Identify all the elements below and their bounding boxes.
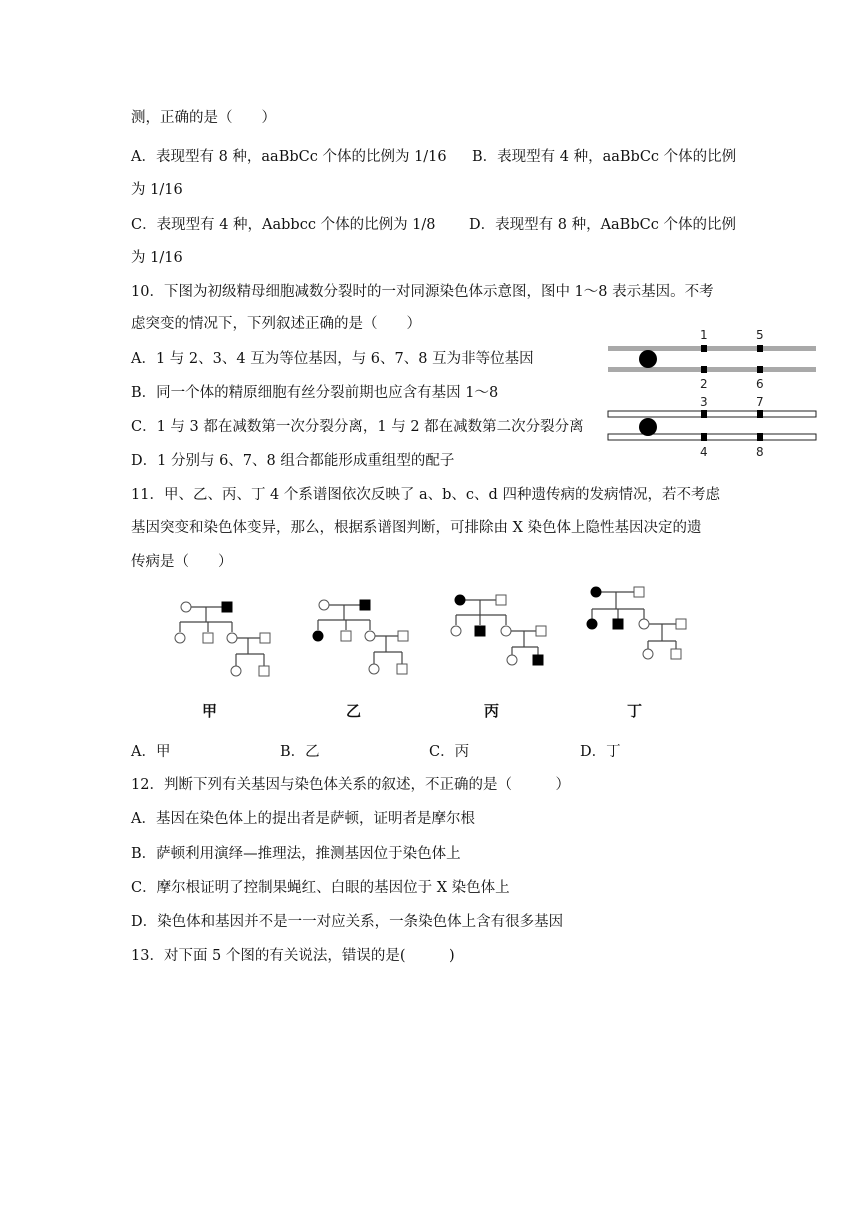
pedigree-yi-daughter-affected <box>313 631 323 641</box>
q9-option-d-cont: 为 1/16 <box>131 250 183 266</box>
pedigree-jia-son-in-law <box>260 633 270 643</box>
centromere-upper <box>639 350 657 368</box>
q11-option-b: B．乙 <box>280 744 320 760</box>
pedigree-jia <box>172 600 282 682</box>
pedigree-bing-father <box>496 595 506 605</box>
centromere-lower <box>639 418 657 436</box>
q10-stem-line2: 虑突变的情况下，下列叙述正确的是（ ） <box>131 316 421 332</box>
q12-option-b: B．萨顿利用演绎—推理法，推测基因位于染色体上 <box>131 846 461 862</box>
chromatid-gray-lower <box>608 367 816 372</box>
pedigree-ding-mother-affected <box>591 587 601 597</box>
pedigree-bing-daughter <box>451 626 461 636</box>
pedigree-yi-son-in-law <box>398 631 408 641</box>
q9-stem-tail: 测，正确的是（ ） <box>131 110 276 126</box>
q9-option-a: A．表现型有 8 种，aaBbCc 个体的比例为 1/16 <box>131 149 447 165</box>
pedigree-jia-father-affected <box>222 602 232 612</box>
pedigree-bing-mother-affected <box>455 595 465 605</box>
pedigree-label-jia: 甲 <box>202 702 218 720</box>
q10-option-c: C．1 与 3 都在减数第一次分裂分离，1 与 2 都在减数第二次分裂分离 <box>131 419 584 435</box>
gene-marker-2 <box>701 366 707 373</box>
pedigree-label-bing: 丙 <box>484 702 500 720</box>
pedigree-ding-grandson <box>671 649 681 659</box>
gene-label-2: 2 <box>700 377 708 391</box>
q12-option-a: A．基因在染色体上的提出者是萨顿，证明者是摩尔根 <box>131 811 475 827</box>
pedigree-jia-son <box>203 633 213 643</box>
pedigree-ding-father <box>634 587 644 597</box>
chromatid-white-lower <box>608 434 816 440</box>
pedigree-yi-son <box>341 631 351 641</box>
pedigree-bing-grandson-affected <box>533 655 543 665</box>
q9-option-c: C．表现型有 4 种，Aabbcc 个体的比例为 1/8 <box>131 217 436 233</box>
pedigree-jia-granddaughter <box>231 666 241 676</box>
q9-option-b: B．表现型有 4 种，aaBbCc 个体的比例 <box>472 149 737 165</box>
q10-option-b: B．同一个体的精原细胞有丝分裂前期也应含有基因 1～8 <box>131 385 499 401</box>
q10-stem-line1: 10．下图为初级精母细胞减数分裂时的一对同源染色体示意图，图中 1～8 表示基因。不考 <box>131 284 714 300</box>
pedigree-ding-daughter-affected <box>587 619 597 629</box>
pedigree-ding-daughter2 <box>639 619 649 629</box>
gene-label-5: 5 <box>756 328 764 342</box>
gene-marker-5 <box>757 345 763 352</box>
gene-marker-3 <box>701 410 707 418</box>
q12-stem: 12．判断下列有关基因与染色体关系的叙述，不正确的是（ ） <box>131 777 570 793</box>
pedigree-label-ding: 丁 <box>627 702 643 720</box>
gene-marker-4 <box>701 433 707 441</box>
q11-stem-line1: 11．甲、乙、丙、丁 4 个系谱图依次反映了 a、b、c、d 四种遗传病的发病情况，若不考虑 <box>131 487 720 503</box>
q9-option-d: D．表现型有 8 种，AaBbCc 个体的比例 <box>469 217 736 233</box>
q11-stem-line2: 基因突变和染色体变异，那么，根据系谱图判断，可排除由 X 染色体上隐性基因决定的遗 <box>131 520 702 536</box>
pedigree-ding-son-affected <box>613 619 623 629</box>
gene-label-3: 3 <box>700 395 708 409</box>
pedigree-yi-mother <box>319 600 329 610</box>
pedigree-yi-granddaughter <box>369 664 379 674</box>
pedigree-bing-son-in-law <box>536 626 546 636</box>
pedigree-jia-mother <box>181 602 191 612</box>
pedigree-yi-daughter2 <box>365 631 375 641</box>
pedigree-bing-granddaughter <box>507 655 517 665</box>
pedigree-bing-daughter2 <box>501 626 511 636</box>
chromatid-gray-upper <box>608 346 816 351</box>
gene-marker-8 <box>757 433 763 441</box>
pedigree-jia-daughter2 <box>227 633 237 643</box>
pedigree-bing-son-affected <box>475 626 485 636</box>
gene-label-4: 4 <box>700 445 708 459</box>
homologous-chromosome-diagram <box>600 322 822 462</box>
pedigree-ding-granddaughter <box>643 649 653 659</box>
pedigree-ding <box>586 585 696 667</box>
q11-option-c: C．丙 <box>429 744 470 760</box>
pedigree-jia-grandson <box>259 666 269 676</box>
q11-option-a: A．甲 <box>131 744 171 760</box>
gene-marker-7 <box>757 410 763 418</box>
chromatid-white-upper <box>608 411 816 417</box>
q11-option-d: D．丁 <box>580 744 621 760</box>
gene-label-8: 8 <box>756 445 764 459</box>
pedigree-yi-grandson <box>397 664 407 674</box>
gene-marker-6 <box>757 366 763 373</box>
q13-stem: 13．对下面 5 个图的有关说法，错误的是( ) <box>131 948 455 964</box>
gene-label-7: 7 <box>756 395 764 409</box>
pedigree-yi <box>310 598 420 680</box>
gene-label-6: 6 <box>756 377 764 391</box>
pedigree-jia-daughter <box>175 633 185 643</box>
gene-label-1: 1 <box>700 328 708 342</box>
gene-marker-1 <box>701 345 707 352</box>
q10-option-a: A．1 与 2、3、4 互为等位基因，与 6、7、8 互为非等位基因 <box>131 351 534 367</box>
q9-option-b-cont: 为 1/16 <box>131 182 183 198</box>
pedigree-label-yi: 乙 <box>346 702 362 720</box>
q12-option-d: D．染色体和基因并不是一一对应关系，一条染色体上含有很多基因 <box>131 914 564 930</box>
pedigree-yi-father-affected <box>360 600 370 610</box>
q12-option-c: C．摩尔根证明了控制果蝇红、白眼的基因位于 X 染色体上 <box>131 880 510 896</box>
q11-stem-line3: 传病是（ ） <box>131 554 233 570</box>
q10-option-d: D．1 分别与 6、7、8 组合都能形成重组型的配子 <box>131 453 455 469</box>
pedigree-bing <box>450 593 560 675</box>
pedigree-ding-son-in-law <box>676 619 686 629</box>
